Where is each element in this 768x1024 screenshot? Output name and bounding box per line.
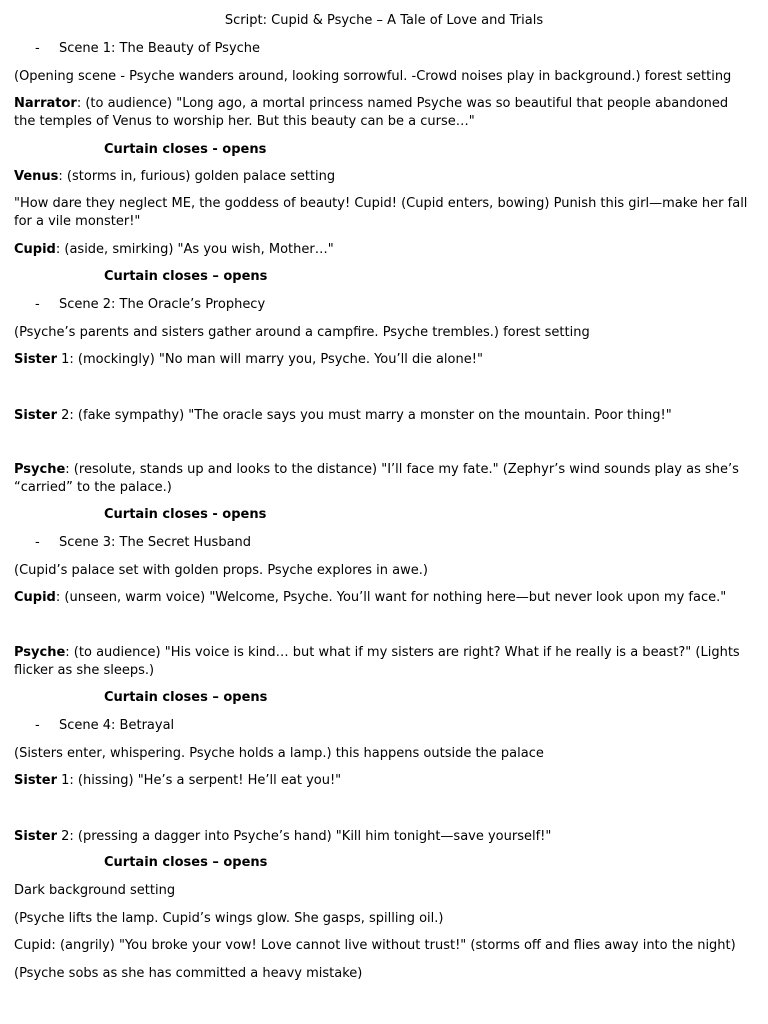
character-name: Cupid bbox=[14, 590, 56, 605]
curtain-cue: Curtain closes - opens bbox=[104, 142, 267, 157]
document-title: Script: Cupid & Psyche – A Tale of Love and Trials bbox=[224, 13, 544, 28]
scene-heading-3 bbox=[35, 534, 768, 552]
stage-direction: (Opening scene - Psyche wanders around, looking sorrowful. -Crowd noises play in background.) forest setting bbox=[14, 69, 732, 84]
dialogue-text: : (resolute, stands up and looks to the distance) "I’ll face my fate." (Zephyr’s wind sounds play as she’s “carried” to the palace.) bbox=[14, 462, 739, 495]
dialogue-venus bbox=[14, 168, 752, 186]
bullet-dash: - bbox=[35, 535, 40, 550]
stage-direction: (Psyche’s parents and sisters gather around a campfire. Psyche trembles.) forest setting bbox=[14, 325, 590, 340]
dialogue-cupid bbox=[14, 241, 752, 259]
dialogue-venus-line: "How dare they neglect ME, the goddess of beauty! Cupid! (Cupid enters, bowing) Punish this girl—make her fall for a vile monster!" bbox=[14, 196, 748, 229]
character-name: Narrator bbox=[14, 96, 77, 111]
dialogue-psyche bbox=[14, 461, 752, 497]
setting-note: Dark background setting bbox=[14, 883, 176, 898]
dialogue-narrator bbox=[14, 95, 752, 131]
curtain-cue: Curtain closes – opens bbox=[104, 269, 268, 284]
dialogue-cupid bbox=[14, 589, 752, 607]
character-name: Psyche bbox=[14, 645, 66, 660]
scene-heading-text: Scene 1: The Beauty of Psyche bbox=[59, 41, 261, 56]
curtain-cue: Curtain closes – opens bbox=[104, 855, 268, 870]
character-name: Sister bbox=[14, 773, 57, 788]
dialogue-sister-2 bbox=[14, 407, 752, 425]
dialogue-text: 2: (fake sympathy) "The oracle says you must marry a monster on the mountain. Poor thing!" bbox=[57, 408, 672, 423]
bullet-dash: - bbox=[35, 41, 40, 56]
scene-heading-text: Scene 2: The Oracle’s Prophecy bbox=[59, 297, 266, 312]
closing-direction: (Psyche sobs as she has committed a heavy mistake) bbox=[14, 966, 363, 981]
dialogue-text: 1: (mockingly) "No man will marry you, Psyche. You’ll die alone!" bbox=[57, 352, 483, 367]
character-name: Sister bbox=[14, 408, 57, 423]
dialogue-sister-1 bbox=[14, 772, 752, 790]
scene-heading-text: Scene 4: Betrayal bbox=[59, 718, 175, 733]
stage-direction: (Cupid’s palace set with golden props. Psyche explores in awe.) bbox=[14, 563, 428, 578]
character-name: Psyche bbox=[14, 462, 66, 477]
dialogue-cupid: Cupid: (angrily) "You broke your vow! Love cannot live without trust!" (storms off and flies away into the night) bbox=[14, 938, 736, 953]
bullet-dash: - bbox=[35, 297, 40, 312]
dialogue-psyche bbox=[14, 644, 752, 680]
character-name: Cupid bbox=[14, 242, 56, 257]
curtain-cue: Curtain closes – opens bbox=[104, 690, 268, 705]
character-name: Sister bbox=[14, 352, 57, 367]
curtain-cue: Curtain closes - opens bbox=[104, 507, 267, 522]
dialogue-text: : (aside, smirking) "As you wish, Mother…" bbox=[55, 242, 334, 257]
scene-heading-4 bbox=[35, 717, 768, 735]
scene-heading-text: Scene 3: The Secret Husband bbox=[59, 535, 252, 550]
scene-heading-1 bbox=[35, 40, 768, 58]
dialogue-sister-1 bbox=[14, 351, 752, 369]
character-name: Venus bbox=[14, 169, 59, 184]
stage-direction: (Psyche lifts the lamp. Cupid’s wings glow. She gasps, spilling oil.) bbox=[14, 911, 444, 926]
dialogue-text: : (to audience) "Long ago, a mortal princess named Psyche was so beautiful that people abandoned the temples of Venus to worship her. But this beauty can be a curse…" bbox=[14, 96, 729, 129]
dialogue-sister-2 bbox=[14, 828, 752, 846]
scene-heading-2 bbox=[35, 296, 768, 314]
stage-direction: (Sisters enter, whispering. Psyche holds a lamp.) this happens outside the palace bbox=[14, 746, 544, 761]
dialogue-text: : (to audience) "His voice is kind… but what if my sisters are right? What if he really is a beast?" (Lights flicker as she sleeps.) bbox=[14, 645, 740, 678]
dialogue-text: 2: (pressing a dagger into Psyche’s hand) "Kill him tonight—save yourself!" bbox=[57, 829, 552, 844]
bullet-dash: - bbox=[35, 718, 40, 733]
character-name: Sister bbox=[14, 829, 57, 844]
dialogue-text: : (storms in, furious) golden palace setting bbox=[58, 169, 336, 184]
dialogue-text: 1: (hissing) "He’s a serpent! He’ll eat you!" bbox=[57, 773, 342, 788]
dialogue-text: : (unseen, warm voice) "Welcome, Psyche. You’ll want for nothing here—but never look upon my face." bbox=[55, 590, 727, 605]
